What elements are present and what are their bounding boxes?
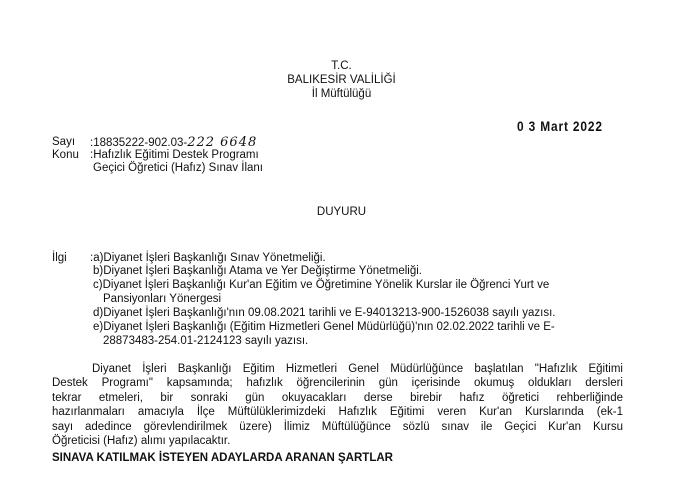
sayi-value: [90, 136, 257, 150]
body-line: hazırlanmaları amacıyla İlçe Müftülüklerimizdeki Hafızlık Eğitimi veren Kur'an Kurslarında (ek-1: [52, 406, 623, 419]
ilgi-item-e-cont: 28873483-254.01-2124123 sayılı yazısı.: [103, 335, 309, 347]
ilgi-item-c: c)Diyanet İşleri Başkanlığı Kur'an Eğitim ve Öğretimine Yönelik Kurslar ile Öğrenci Yurt ve: [93, 279, 550, 291]
sayi-handwritten-number: 222 6648: [187, 135, 258, 150]
body-line: Öğreticisi (Hafız) alımı yapılacaktır.: [52, 435, 231, 448]
document-date: 0 3 Mart 2022: [517, 118, 603, 134]
ilgi-label: İlgi: [52, 252, 67, 264]
header-authority: BALIKESİR VALİLİĞİ: [287, 74, 396, 86]
ilgi-item-c-cont: Pansiyonları Yönergesi: [103, 293, 222, 305]
sayi-number: :18835222-902.03-: [90, 137, 188, 149]
sayi-label: Sayı: [52, 136, 76, 148]
body-paragraph: [52, 362, 623, 448]
body-line: sayı adedince görevlendirilmek üzere) İlimiz Müftülüğünce sözlü sınav ile Geçici Kur'an Kursu: [52, 420, 623, 433]
konu-line-2: Geçici Öğretici (Hafız) Sınav İlanı: [93, 162, 263, 174]
ilgi-item-e: e)Diyanet İşleri Başkanlığı (Eğitim Hizmetleri Genel Müdürlüğü)'nın 02.02.2022 tarihli ve E-: [93, 321, 555, 333]
header-country: T.C.: [331, 60, 352, 72]
ilgi-item-b: b)Diyanet İşleri Başkanlığı Atama ve Yer Değiştirme Yönetmeliği.: [93, 265, 422, 277]
body-line: tekrar etmeleri, bir sonraki gün okuyacakları derse birebir hafız öğretici rehberliğinde: [52, 391, 623, 404]
konu-line-1: :Hafızlık Eğitimi Destek Programı: [90, 149, 259, 161]
document-title: DUYURU: [316, 206, 367, 218]
section-heading: SINAVA KATILMAK İSTEYEN ADAYLARDA ARANAN ŞARTLAR: [52, 452, 393, 464]
header-office: İl Müftülüğü: [311, 88, 372, 100]
konu-label: Konu: [52, 149, 79, 161]
body-line: Diyanet İşleri Başkanlığı Eğitim Hizmetleri Genel Müdürlüğünce başlatılan "Hafızlık Eğitimi: [92, 363, 623, 375]
ilgi-item-a: :a)Diyanet İşleri Başkanlığı Sınav Yönetmeliği.: [90, 252, 326, 264]
ilgi-item-d: d)Diyanet İşleri Başkanlığı'nın 09.08.2021 tarihli ve E-94013213-900-1526038 sayılı yazısı.: [93, 307, 556, 319]
body-line: Destek Programı" kapsamında; hafızlık öğrencilerinin gün içerisinde okumuş oldukları dersleri: [52, 377, 623, 390]
